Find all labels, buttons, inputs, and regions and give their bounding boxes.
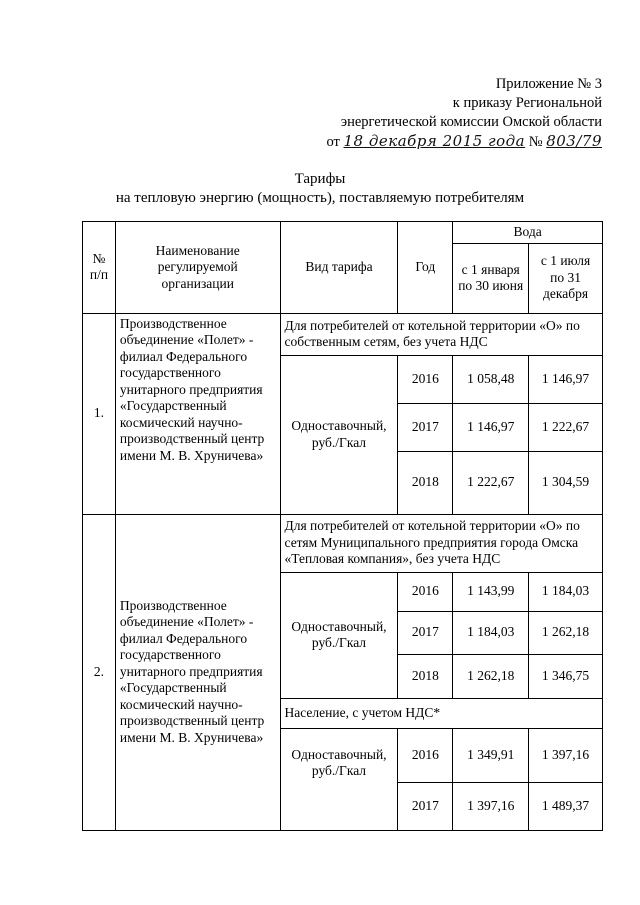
tariff-type: Одноставочный, руб./Гкал <box>280 355 398 514</box>
value-cell: 1 397,16 <box>453 782 529 830</box>
year-cell: 2016 <box>398 572 453 611</box>
header-year: Год <box>398 222 453 314</box>
year-cell: 2018 <box>398 654 453 698</box>
value-cell: 1 184,03 <box>529 572 603 611</box>
value-cell: 1 304,59 <box>529 451 603 514</box>
header-row-1 <box>83 222 603 244</box>
value-cell: 1 346,75 <box>529 654 603 698</box>
appendix-date-line <box>326 132 602 152</box>
from-label: от <box>326 134 340 150</box>
year-cell: 2016 <box>398 355 453 403</box>
table-row <box>83 313 603 355</box>
value-cell: 1 058,48 <box>453 355 529 403</box>
value-cell: 1 222,67 <box>529 403 603 451</box>
org-name: Производственное объединение «Полет» - филиал Федерального государственного унитарного предприятия «Государственный космический научно-производственный центр имени М. В. Хруничева» <box>115 514 280 830</box>
value-cell: 1 184,03 <box>453 611 529 654</box>
appendix-line-2: к приказу Региональной <box>452 95 602 111</box>
appendix-block <box>326 75 602 152</box>
table-row <box>83 514 603 572</box>
handwritten-date: 18 декабря 2015 года <box>343 132 526 150</box>
value-cell: 1 349,91 <box>453 728 529 782</box>
header-period-2: с 1 июля по 31 декабря <box>529 243 603 313</box>
group-title: Население, с учетом НДС* <box>280 698 602 728</box>
tariff-type: Одноставочный, руб./Гкал <box>280 572 398 698</box>
header-period-1: с 1 января по 30 июня <box>453 243 529 313</box>
value-cell: 1 262,18 <box>453 654 529 698</box>
tariff-table <box>82 221 603 831</box>
row-number: 2. <box>83 514 116 830</box>
year-cell: 2018 <box>398 451 453 514</box>
value-cell: 1 143,99 <box>453 572 529 611</box>
value-cell: 1 262,18 <box>529 611 603 654</box>
group-title: Для потребителей от котельной территории «О» по сетям Муниципального предприятия города Омска «Тепловая компания», без учета НДС <box>280 514 602 572</box>
row-number: 1. <box>83 313 116 514</box>
title-line-2: на тепловую энергию (мощность), поставляемую потребителям <box>115 190 525 206</box>
appendix-line-3: энергетической комиссии Омской области <box>340 114 602 130</box>
value-cell: 1 397,16 <box>529 728 603 782</box>
header-tariff-type: Вид тарифа <box>280 222 398 314</box>
group-title: Для потребителей от котельной территории «О» по собственным сетям, без учета НДС <box>280 313 602 355</box>
header-org: Наименование регулируемой организации <box>115 222 280 314</box>
value-cell: 1 146,97 <box>453 403 529 451</box>
year-cell: 2017 <box>398 611 453 654</box>
handwritten-number: 803/79 <box>546 132 602 150</box>
value-cell: 1 222,67 <box>453 451 529 514</box>
org-name: Производственное объединение «Полет» - филиал Федерального государственного унитарного предприятия «Государственный космический научно-производственный центр имени М. В. Хруничева» <box>115 313 280 514</box>
year-cell: 2017 <box>398 403 453 451</box>
title-line-1: Тарифы <box>294 171 346 187</box>
header-water: Вода <box>453 222 603 244</box>
header-no: № п/п <box>83 222 116 314</box>
appendix-line-1: Приложение № 3 <box>495 76 602 92</box>
year-cell: 2016 <box>398 728 453 782</box>
value-cell: 1 146,97 <box>529 355 603 403</box>
tariff-type: Одноставочный, руб./Гкал <box>280 728 398 830</box>
number-label: № <box>528 134 543 150</box>
year-cell: 2017 <box>398 782 453 830</box>
document-title <box>0 170 640 208</box>
value-cell: 1 489,37 <box>529 782 603 830</box>
